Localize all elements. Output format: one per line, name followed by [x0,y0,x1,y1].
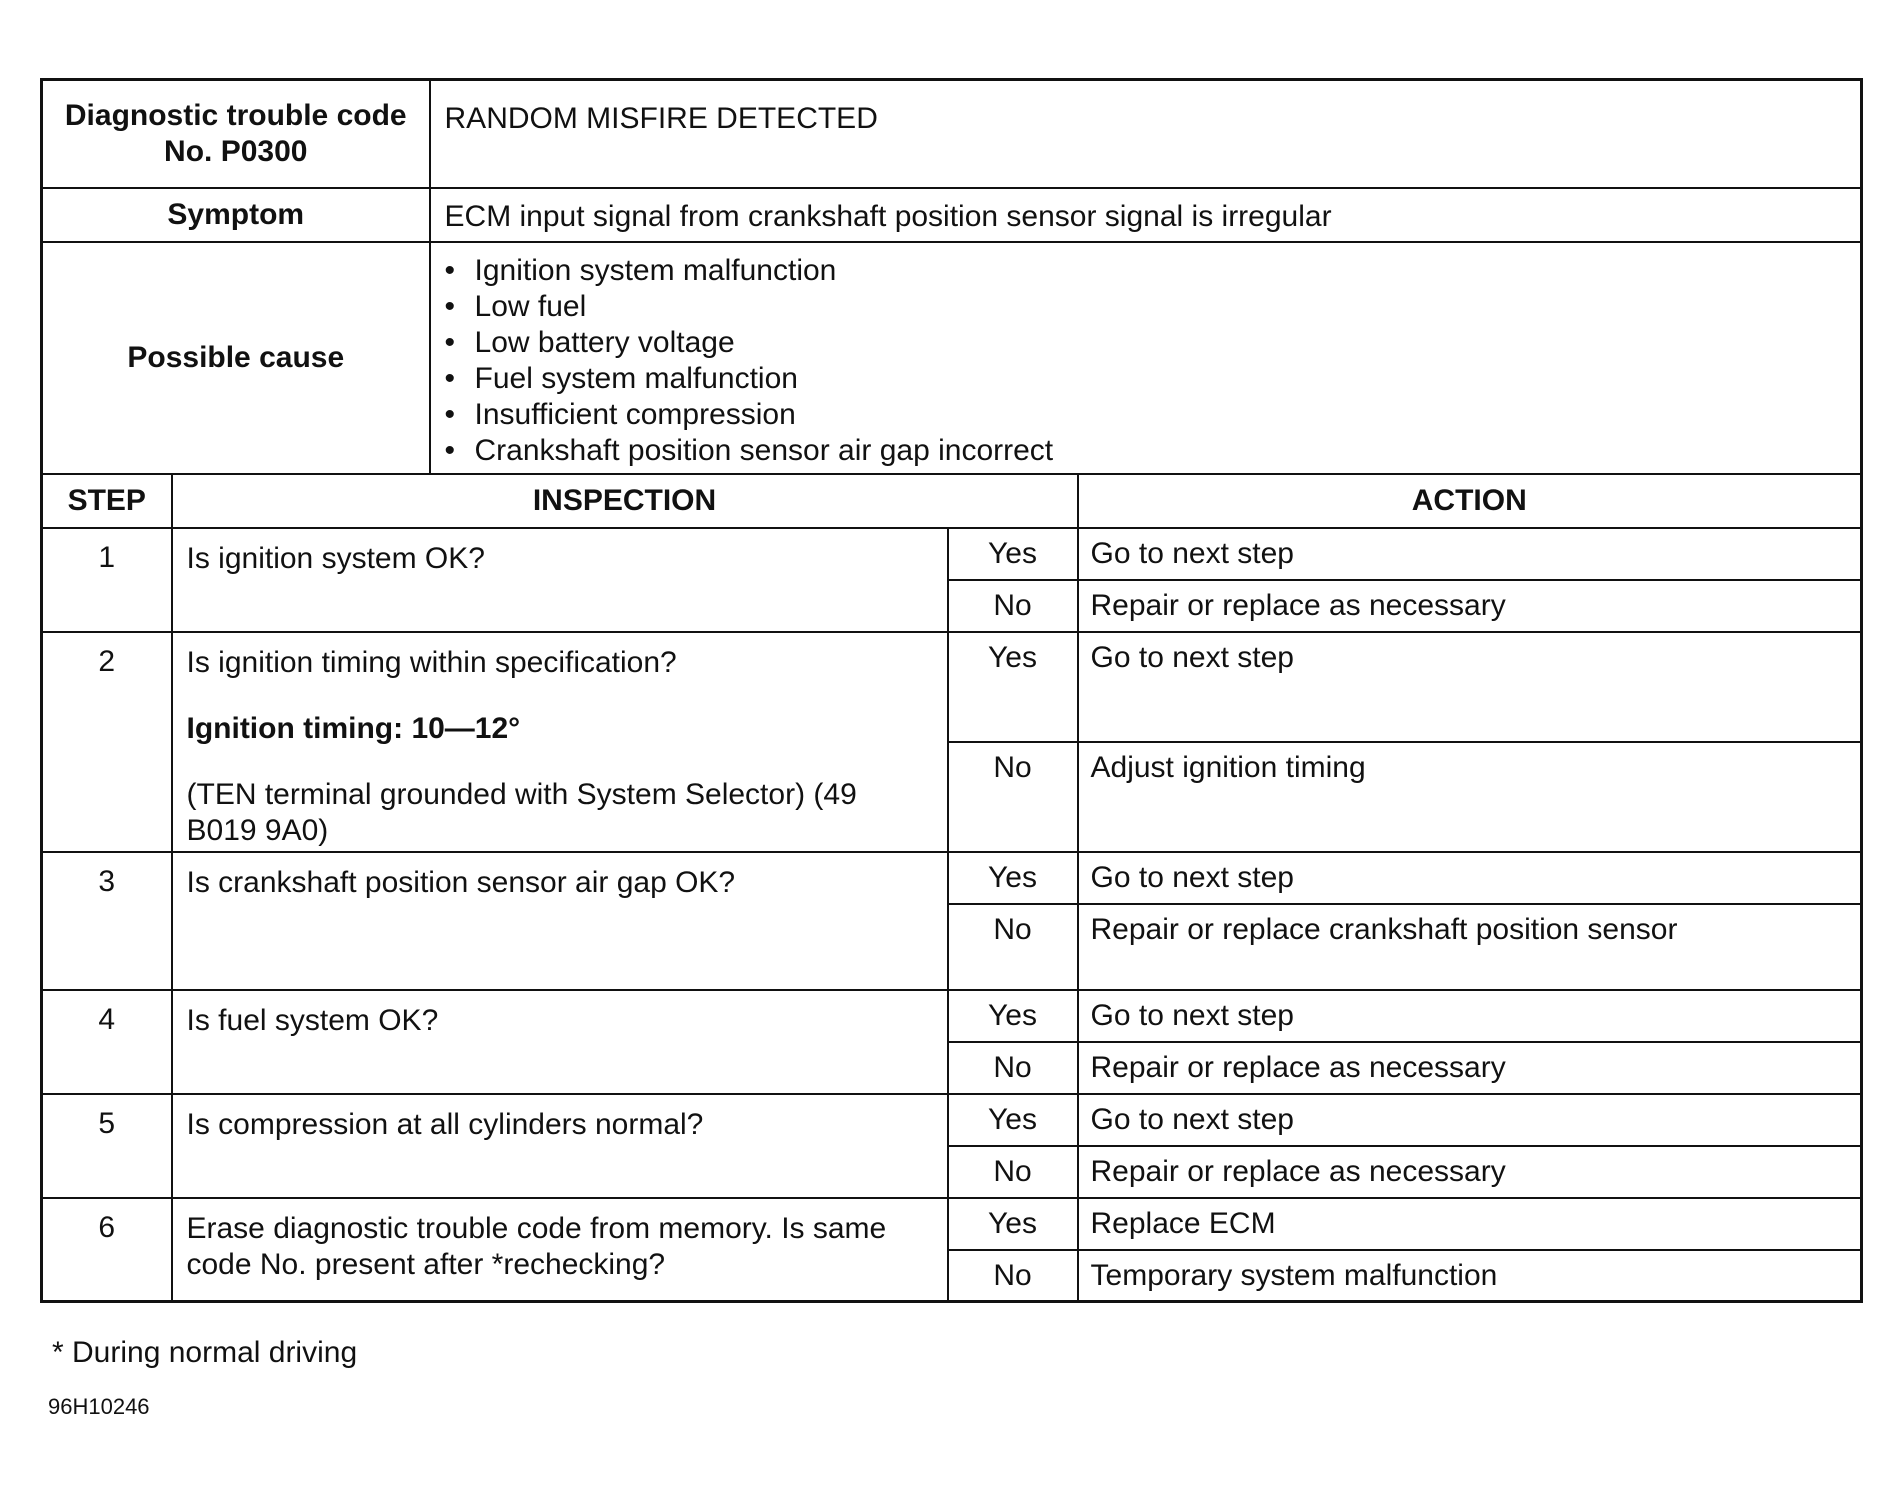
no-label: No [948,1042,1078,1094]
inspection-text: Erase diagnostic trouble code from memory. Is same code No. present after *rechecking? [172,1198,948,1302]
cause-item: • Low battery voltage [445,325,1861,361]
no-label: No [948,742,1078,852]
action-column-header: ACTION [1078,474,1862,528]
no-action: Repair or replace as necessary [1078,1042,1862,1094]
yes-label: Yes [948,1198,1078,1250]
yes-action: Go to next step [1078,528,1862,580]
step-row [42,1198,1862,1250]
cause-list-cell [430,242,1862,474]
no-label: No [948,1146,1078,1198]
cause-item: • Ignition system malfunction [445,253,1861,289]
yes-action: Replace ECM [1078,1198,1862,1250]
cause-item: • Crankshaft position sensor air gap incorrect [445,433,1861,469]
step-row [42,852,1862,904]
step-row [42,528,1862,580]
step-number: 4 [42,990,172,1094]
step-row [42,990,1862,1042]
yes-label: Yes [948,632,1078,742]
cause-item: • Fuel system malfunction [445,361,1861,397]
yes-label: Yes [948,1094,1078,1146]
cause-item: • Low fuel [445,289,1861,325]
footnote: * During normal driving [52,1336,358,1369]
figure-id: 96H10246 [48,1394,150,1419]
step-number: 3 [42,852,172,990]
dtc-title: RANDOM MISFIRE DETECTED [430,80,1862,188]
cause-row [42,242,1862,474]
cause-label: Possible cause [42,242,430,474]
no-label: No [948,904,1078,990]
inspection-text: Is fuel system OK? [172,990,948,1094]
yes-label: Yes [948,852,1078,904]
symptom-label: Symptom [42,188,430,242]
inspection-cell [172,632,948,852]
inspection-text: Is ignition system OK? [172,528,948,632]
no-action: Repair or replace crankshaft position sensor [1078,904,1862,990]
inspection-column-header: INSPECTION [172,474,1078,528]
diagnostic-table [40,78,1863,1303]
yes-action: Go to next step [1078,852,1862,904]
dtc-label: Diagnostic trouble code No. P0300 [42,80,430,188]
step-number: 1 [42,528,172,632]
inspection-text: Is compression at all cylinders normal? [172,1094,948,1198]
inspection-note: (TEN terminal grounded with System Selector) (49 B019 9A0) [186,777,857,847]
no-action: Repair or replace as necessary [1078,580,1862,632]
inspection-text: Is ignition timing within specification? [186,645,677,679]
inspection-text: Is crankshaft position sensor air gap OK? [172,852,948,990]
yes-action: Go to next step [1078,990,1862,1042]
symptom-row [42,188,1862,242]
no-label: No [948,1250,1078,1302]
yes-label: Yes [948,990,1078,1042]
column-header-row [42,474,1862,528]
step-number: 5 [42,1094,172,1198]
cause-list [445,253,1861,469]
no-action: Repair or replace as necessary [1078,1146,1862,1198]
symptom-text: ECM input signal from crankshaft position sensor signal is irregular [430,188,1862,242]
yes-action: Go to next step [1078,1094,1862,1146]
ignition-timing-spec: Ignition timing: 10—12° [186,711,521,745]
no-action: Adjust ignition timing [1078,742,1862,852]
no-label: No [948,580,1078,632]
step-number: 6 [42,1198,172,1302]
yes-label: Yes [948,528,1078,580]
step-column-header: STEP [42,474,172,528]
step-row [42,1094,1862,1146]
yes-action: Go to next step [1078,632,1862,742]
step-row [42,632,1862,742]
cause-item: • Insufficient compression [445,397,1861,433]
dtc-row [42,80,1862,188]
step-number: 2 [42,632,172,852]
no-action: Temporary system malfunction [1078,1250,1862,1302]
